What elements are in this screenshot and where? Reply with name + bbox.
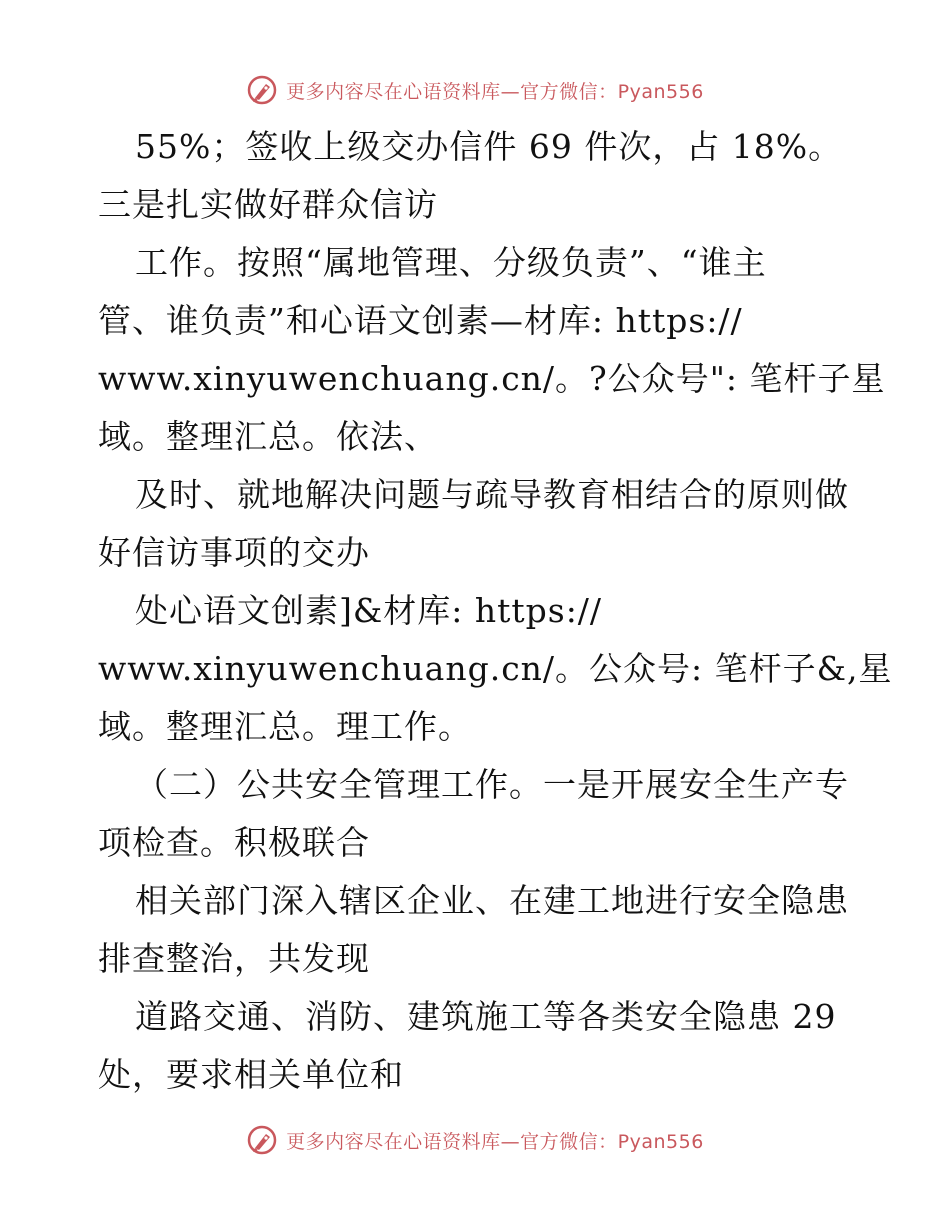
pen-nib-logo-icon — [246, 1124, 278, 1156]
text-line: 域。整理汇总。理工作。 — [98, 707, 472, 746]
text-line: 好信访事项的交办 — [98, 533, 370, 572]
watermark-text: 更多内容尽在心语资料库—官方微信：Pyan556 — [286, 80, 704, 103]
text-line: 三是扎实做好群众信访 — [98, 185, 438, 224]
text-line: www.xinyuwenchuang.cn/。?公众号": 笔杆子星 — [98, 359, 886, 398]
text-line: 道路交通、消防、建筑施工等各类安全隐患 29 — [135, 997, 837, 1036]
watermark-footer — [0, 1120, 950, 1160]
text-line: 工作。按照“属地管理、分级负责”、“谁主 — [135, 243, 767, 282]
document-body — [98, 118, 893, 1104]
text-line: 55%；签收上级交办信件 69 件次，占 18%。 — [135, 127, 843, 166]
text-line: 相关部门深入辖区企业、在建工地进行安全隐患 — [135, 881, 849, 920]
text-line: www.xinyuwenchuang.cn/。公众号: 笔杆子&,星 — [98, 649, 893, 688]
text-line: 管、谁负责”和心语文创素—材库: https:// — [98, 301, 743, 340]
text-line: 域。整理汇总。依法、 — [98, 417, 438, 456]
watermark-text: 更多内容尽在心语资料库—官方微信：Pyan556 — [286, 1130, 704, 1153]
text-line: 处，要求相关单位和 — [98, 1055, 404, 1094]
text-line: 处心语文创素]&材库: https:// — [135, 591, 603, 630]
watermark-header — [0, 70, 950, 110]
text-line: 排查整治，共发现 — [98, 939, 370, 978]
text-line: （二）公共安全管理工作。一是开展安全生产专 — [135, 765, 849, 804]
text-line: 项检查。积极联合 — [98, 823, 370, 862]
text-line: 及时、就地解决问题与疏导教育相结合的原则做 — [135, 475, 849, 514]
pen-nib-logo-icon — [246, 74, 278, 106]
